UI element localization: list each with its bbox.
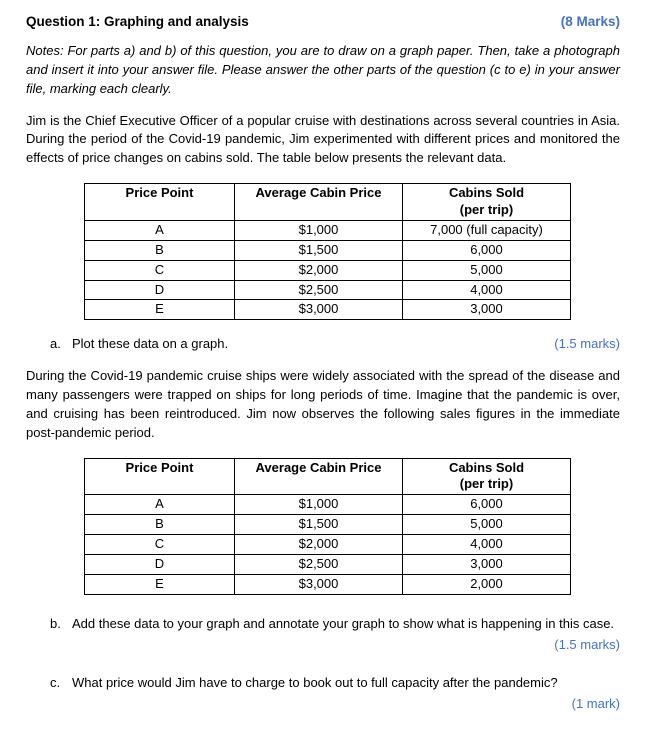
col-header-cabins-sold-line1: Cabins Sold	[448, 459, 525, 475]
table-row	[85, 280, 571, 300]
question-a-marks: (1.5 marks)	[554, 336, 620, 352]
cell-avg-price: $1,000	[235, 220, 403, 240]
col-header-cabins-sold-line2: (per trip)	[459, 476, 514, 492]
cell-avg-price: $1,500	[235, 515, 403, 535]
table-header-row	[85, 458, 571, 495]
cell-price-point: A	[85, 220, 235, 240]
cell-price-point: B	[85, 515, 235, 535]
col-header-cabins-sold	[403, 458, 571, 495]
table-row	[85, 220, 571, 240]
col-header-cabins-sold-line2: (per trip)	[459, 201, 514, 217]
table-row	[85, 554, 571, 574]
question-a-label: a.	[50, 336, 61, 352]
cell-avg-price: $2,000	[235, 260, 403, 280]
cell-cabins-sold: 4,000	[403, 535, 571, 555]
question-b	[26, 615, 620, 634]
cell-cabins-sold: 7,000 (full capacity)	[403, 220, 571, 240]
cell-cabins-sold: 5,000	[403, 515, 571, 535]
cell-price-point: C	[85, 535, 235, 555]
cell-price-point: A	[85, 495, 235, 515]
cell-cabins-sold: 4,000	[403, 280, 571, 300]
cell-price-point: E	[85, 574, 235, 594]
cell-price-point: E	[85, 300, 235, 320]
table-row	[85, 574, 571, 594]
question-c-marks: (1 mark)	[571, 696, 620, 712]
cell-price-point: D	[85, 554, 235, 574]
table-row	[85, 300, 571, 320]
col-header-cabins-sold	[403, 184, 571, 221]
question-total-marks: (8 Marks)	[560, 14, 620, 29]
post-pandemic-price-table	[84, 458, 571, 595]
cell-avg-price: $2,500	[235, 554, 403, 574]
notes-paragraph: Notes: For parts a) and b) of this question, you are to draw on a graph paper. Then, take a photograph and insert it into your answer file. Please answer the other parts of the question (c to e) in your answer file, marking each clearly.	[26, 43, 620, 96]
col-header-price-point: Price Point	[85, 458, 235, 495]
col-header-cabins-sold-line1: Cabins Sold	[448, 185, 525, 201]
cell-cabins-sold: 3,000	[403, 300, 571, 320]
cell-avg-price: $1,500	[235, 240, 403, 260]
pandemic-price-table	[84, 183, 571, 320]
cell-avg-price: $3,000	[235, 300, 403, 320]
cell-price-point: B	[85, 240, 235, 260]
table-row	[85, 495, 571, 515]
cell-cabins-sold: 6,000	[403, 495, 571, 515]
cell-avg-price: $3,000	[235, 574, 403, 594]
cell-avg-price: $1,000	[235, 495, 403, 515]
question-b-label: b.	[50, 615, 61, 631]
question-b-text: Add these data to your graph and annotate your graph to show what is happening in this case.	[72, 615, 615, 631]
table-header-row	[85, 184, 571, 221]
table-row	[85, 515, 571, 535]
col-header-average-cabin-price: Average Cabin Price	[235, 184, 403, 221]
question-a-text: Plot these data on a graph.	[72, 336, 229, 352]
cell-avg-price: $2,000	[235, 535, 403, 555]
table-row	[85, 240, 571, 260]
question-c	[26, 674, 620, 693]
question-c-label: c.	[50, 675, 61, 691]
question-title: Question 1: Graphing and analysis	[26, 14, 249, 29]
cell-cabins-sold: 6,000	[403, 240, 571, 260]
col-header-average-cabin-price: Average Cabin Price	[235, 458, 403, 495]
cell-cabins-sold: 3,000	[403, 554, 571, 574]
col-header-price-point: Price Point	[85, 184, 235, 221]
question-b-marks: (1.5 marks)	[554, 636, 620, 652]
question-c-text: What price would Jim have to charge to book out to full capacity after the pandemic?	[72, 675, 558, 691]
post-pandemic-paragraph: During the Covid-19 pandemic cruise ships were widely associated with the spread of the disease and many passengers were trapped on ships for long periods of time. Imagine that the pandemic is over, and cruising has been reintroduced. Jim now observes the following sales figures in the immediate post-pandemic period.	[26, 368, 620, 440]
table-row	[85, 260, 571, 280]
cell-cabins-sold: 2,000	[403, 574, 571, 594]
cell-avg-price: $2,500	[235, 280, 403, 300]
cell-price-point: D	[85, 280, 235, 300]
cell-cabins-sold: 5,000	[403, 260, 571, 280]
question-a	[26, 335, 620, 354]
table-row	[85, 535, 571, 555]
intro-paragraph: Jim is the Chief Executive Officer of a popular cruise with destinations across several countries in Asia. During the period of the Covid-19 pandemic, Jim experimented with different prices and monitored the effects of price changes on cabins sold. The table below presents the relevant data.	[26, 112, 620, 166]
question-header	[26, 14, 620, 29]
cell-price-point: C	[85, 260, 235, 280]
